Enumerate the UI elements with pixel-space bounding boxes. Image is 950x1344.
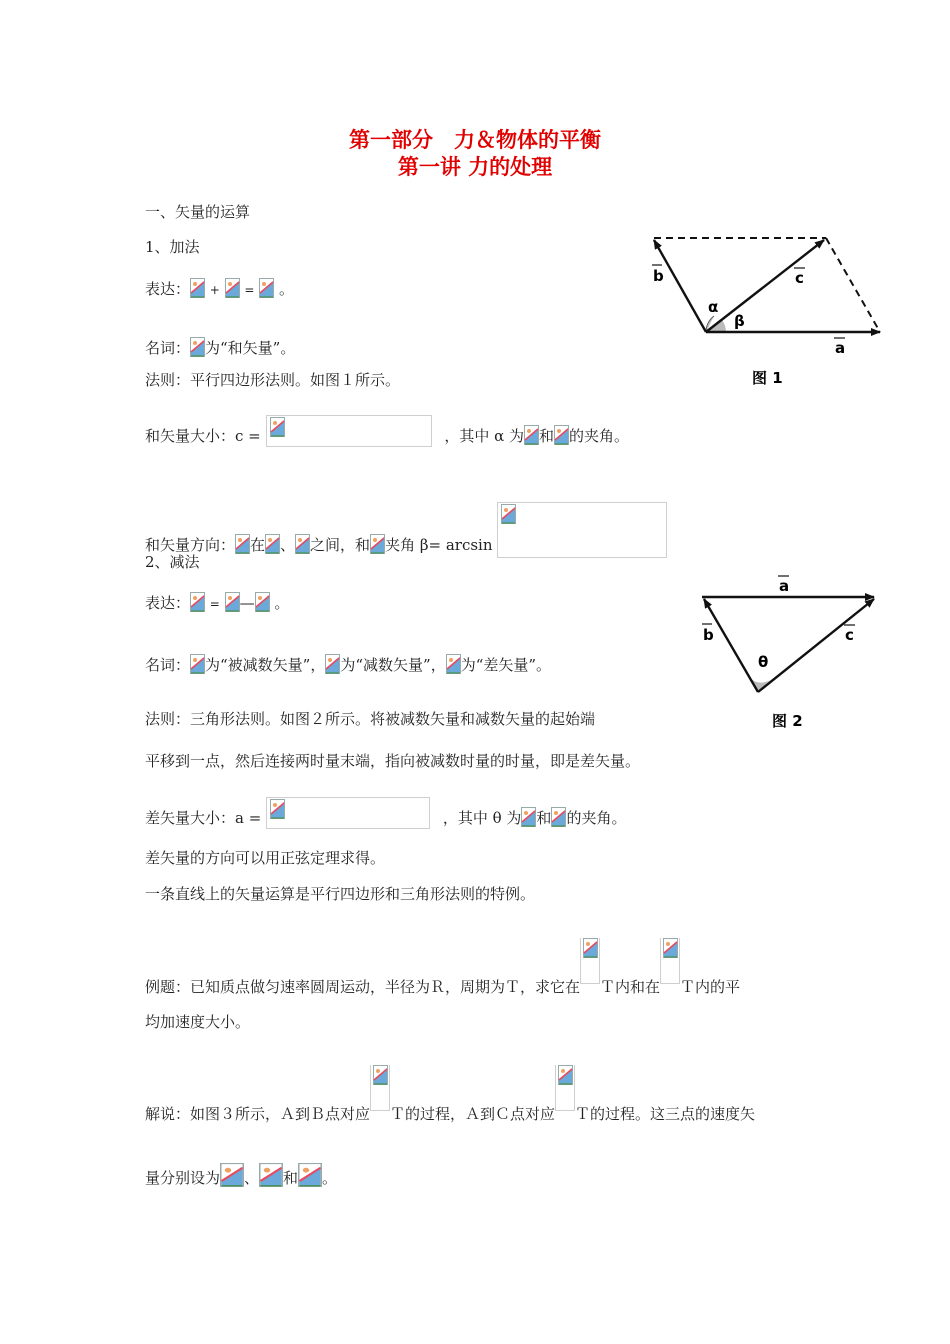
- vector-c-arrow: [706, 240, 824, 332]
- vector-b-image: [521, 807, 536, 827]
- vector-b-image: [554, 425, 569, 445]
- figure-2-caption: 图 2: [772, 712, 803, 730]
- label-b: b: [703, 626, 714, 644]
- difference-magnitude-formula-image: [266, 797, 430, 829]
- vector-b-image: [255, 592, 270, 612]
- difference-direction: 差矢量的方向可以用正弦定理求得。: [145, 849, 386, 867]
- solution-line1: 解说：如图３所示，Ａ到Ｂ点对应 Ｔ的过程，Ａ到Ｃ点对应 Ｔ的过程。这三点的速度矢: [145, 1077, 755, 1099]
- vector-b-arrow: [654, 240, 706, 332]
- difference-magnitude: 差矢量大小：a = ，其中 θ 为 和 的夹角。: [145, 797, 626, 819]
- velocity-a-image: [220, 1163, 244, 1187]
- figure-2-triangle: [690, 570, 890, 740]
- vector-c-image: [235, 534, 250, 554]
- subtraction-rule-line2: 平移到一点，然后连接两时量末端，指向被减数时量的时量，即是差矢量。: [145, 752, 641, 770]
- lecture-title: 第一讲 力的处理: [397, 154, 553, 179]
- vector-a-image: [446, 654, 461, 674]
- example-question-line2: 均加速度大小。: [145, 1013, 251, 1031]
- vector-a-image: [190, 278, 205, 298]
- label-a: a: [779, 577, 790, 595]
- dashed-right-edge: [826, 238, 880, 332]
- label-c: c: [795, 269, 804, 287]
- vector-c-image: [225, 592, 240, 612]
- figure-1-parallelogram: [640, 228, 890, 393]
- section-heading: 一、矢量的运算: [145, 203, 251, 221]
- vector-c-image: [190, 337, 205, 357]
- subtraction-terms: 名词： 为“被减数矢量”， 为“减数矢量”， 为“差矢量”。: [145, 656, 552, 674]
- vector-b-image: [295, 534, 310, 554]
- figure-1-caption: 图 1: [752, 369, 783, 387]
- addition-heading: 1、加法: [145, 238, 200, 256]
- fraction-image: [370, 1065, 390, 1111]
- label-a: a: [835, 339, 846, 357]
- label-beta: β: [734, 312, 745, 330]
- vector-b-image: [225, 278, 240, 298]
- label-alpha: α: [708, 298, 719, 316]
- addition-term: 名词： 为“和矢量”。: [145, 339, 296, 357]
- solution-line2: 量分别设为 、 和 。: [145, 1163, 337, 1185]
- part-title: 第一部分 力＆物体的平衡: [349, 127, 601, 152]
- sum-magnitude-formula-image: [266, 415, 432, 447]
- subtraction-heading: 2、减法: [145, 553, 200, 571]
- vector-a-image: [524, 425, 539, 445]
- vector-a-image: [190, 592, 205, 612]
- collinear-note: 一条直线上的矢量运算是平行四边形和三角形法则的特例。: [145, 885, 536, 903]
- vector-a-image: [370, 534, 385, 554]
- addition-expression: 表达： + = 。: [145, 280, 295, 298]
- vector-c-arrow: [758, 599, 874, 692]
- vector-c-image: [551, 807, 566, 827]
- label-b: b: [653, 267, 664, 285]
- fraction-image: [660, 938, 680, 984]
- example-question: 例题：已知质点做匀速率圆周运动，半径为Ｒ，周期为Ｔ，求它在 Ｔ内和在 Ｔ内的平: [145, 950, 740, 972]
- sum-magnitude: 和矢量大小：c = ，其中 α 为 和 的夹角。: [145, 415, 629, 437]
- vector-b-arrow: [704, 599, 758, 692]
- label-c: c: [845, 626, 854, 644]
- sum-direction: 和矢量方向： 在 、 之间，和 夹角 β= arcsin: [145, 502, 667, 524]
- velocity-b-image: [259, 1163, 283, 1187]
- fraction-image: [555, 1065, 575, 1111]
- vector-a-image: [265, 534, 280, 554]
- vector-c-image: [259, 278, 274, 298]
- subtraction-expression: 表达： = — 。: [145, 594, 290, 612]
- arcsin-formula-image: [497, 502, 667, 558]
- velocity-c-image: [298, 1163, 322, 1187]
- vector-c-image: [190, 654, 205, 674]
- addition-rule: 法则：平行四边形法则。如图１所示。: [145, 371, 401, 389]
- fraction-image: [580, 938, 600, 984]
- subtraction-rule-line1: 法则：三角形法则。如图２所示。将被减数矢量和减数矢量的起始端: [145, 710, 596, 728]
- vector-b-image: [325, 654, 340, 674]
- label-theta: θ: [758, 653, 769, 671]
